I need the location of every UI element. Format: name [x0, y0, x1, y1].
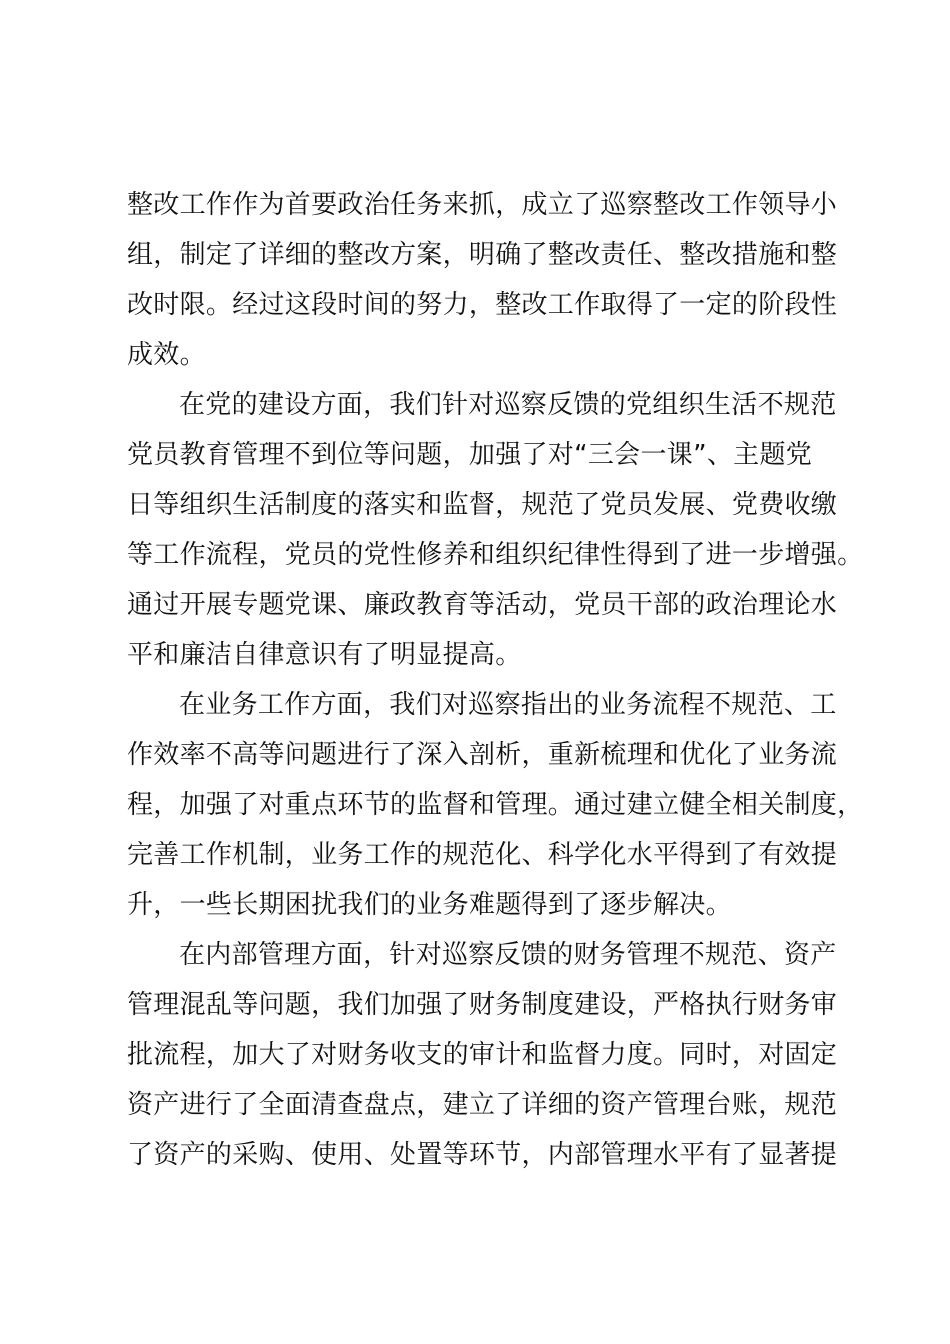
text-line: 了资产的采购、使用、处置等环节，内部管理水平有了显著提 — [127, 1140, 838, 1170]
text-line: 通过开展专题党课、廉政教育等活动，党员干部的政治理论水 — [127, 590, 838, 620]
text-line: 平和廉洁自律意识有了明显提高。 — [127, 640, 522, 670]
text-line: 整改工作作为首要政治任务来抓，成立了巡察整改工作领导小 — [127, 190, 838, 220]
text-line: 程，加强了对重点环节的监督和管理。通过建立健全相关制度， — [127, 790, 864, 820]
text-line: 党员教育管理不到位等问题，加强了对“三会一课”、主题党 — [127, 440, 813, 470]
text-line: 完善工作机制，业务工作的规范化、科学化水平得到了有效提 — [127, 840, 838, 870]
paragraph-start-line: 在内部管理方面，针对巡察反馈的财务管理不规范、资产 — [179, 940, 837, 970]
text-line: 组，制定了详细的整改方案，明确了整改责任、整改措施和整 — [127, 240, 838, 270]
text-line: 管理混乱等问题，我们加强了财务制度建设，严格执行财务审 — [127, 990, 838, 1020]
text-line: 等工作流程，党员的党性修养和组织纪律性得到了进一步增强。 — [127, 540, 864, 570]
text-line: 改时限。经过这段时间的努力，整改工作取得了一定的阶段性 — [127, 290, 838, 320]
text-line: 批流程，加大了对财务收支的审计和监督力度。同时，对固定 — [127, 1040, 838, 1070]
document-body — [127, 180, 864, 1180]
text-line: 成效。 — [127, 340, 206, 370]
text-line: 作效率不高等问题进行了深入剖析，重新梳理和优化了业务流 — [127, 740, 838, 770]
text-line: 升，一些长期困扰我们的业务难题得到了逐步解决。 — [127, 890, 732, 920]
paragraph-start-line: 在党的建设方面，我们针对巡察反馈的党组织生活不规范 — [179, 390, 837, 420]
text-line: 日等组织生活制度的落实和监督，规范了党员发展、党费收缴 — [127, 490, 838, 520]
paragraph-start-line: 在业务工作方面，我们对巡察指出的业务流程不规范、工 — [179, 690, 837, 720]
text-line: 资产进行了全面清查盘点，建立了详细的资产管理台账，规范 — [127, 1090, 838, 1120]
